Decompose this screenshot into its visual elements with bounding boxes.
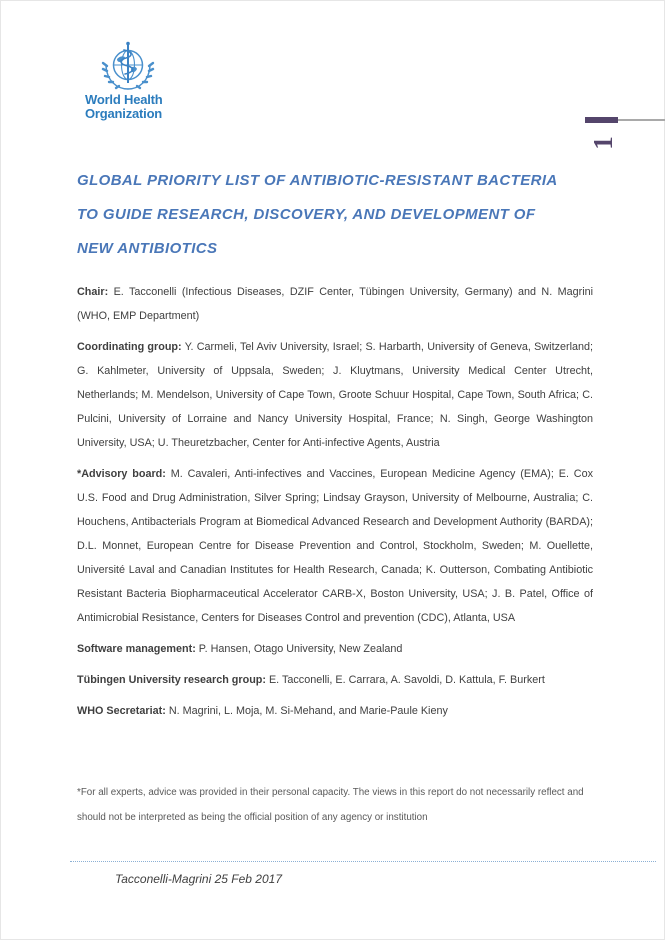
paragraph-text: M. Cavaleri, Anti-infectives and Vaccines, European Medicine Agency (EMA); E. Cox U.S. Food and Drug Administration, Silver Spring; Lindsay Grayson, University of Melbourne, Australia; C. Houchens, Antibacterials Program at Biomedical Advanced Research and Development Authority (BARDA); D.L. Monnet, European Centre for Disease Prevention and Control, Stockholm, Sweden; M. Ouellette, Université Laval and Canadian Institutes for Health Research, Canada; K. Outterson, Combating Antibiotic Resistant Bacteria Biopharmaceutical Accelerator CARB-X, Boston University, USA; J. B. Patel, Office of Antimicrobial Resistance, Centers for Diseases Control and prevention (CDC), Atlanta, USA [77, 468, 594, 624]
logo-org-name-line1: World Health [85, 92, 163, 107]
paragraph-label: *Advisory board: [77, 468, 166, 480]
who-logo [85, 40, 175, 121]
paragraph-who-secretariat [77, 699, 593, 723]
paragraph-chair [77, 280, 593, 328]
paragraph-label: Coordinating group: [77, 341, 182, 353]
title-line-2: TO GUIDE RESEARCH, DISCOVERY, AND DEVELOPMENT OF [77, 206, 536, 223]
page-number-banner [585, 117, 665, 158]
page-number: 1 [588, 136, 618, 150]
paragraph-coordinating-group [77, 335, 593, 455]
document-body [77, 280, 593, 730]
paragraph-advisory-board [77, 462, 593, 630]
rule-accent-segment [585, 117, 618, 123]
paragraph-label: Software management: [77, 643, 196, 655]
paragraph-tubingen-research-group [77, 668, 593, 692]
title-line-1: GLOBAL PRIORITY LIST OF ANTIBIOTIC-RESISTANT BACTERIA [77, 172, 558, 189]
footnote: *For all experts, advice was provided in their personal capacity. The views in this report do not necessarily reflect and should not be interpreted as being the official position of any agency or institution [77, 787, 584, 823]
paragraph-text: E. Tacconelli (Infectious Diseases, DZIF Center, Tübingen University, Germany) and N. Magrini (WHO, EMP Department) [77, 286, 594, 322]
paragraph-label: WHO Secretariat: [77, 705, 166, 717]
paragraph-label: Tübingen University research group: [77, 674, 266, 686]
document-title [77, 164, 617, 266]
paragraph-label: Chair: [77, 286, 109, 298]
paragraph-text: N. Magrini, L. Moja, M. Si-Mehand, and Marie-Paule Kieny [168, 705, 448, 717]
rule-thin-segment [618, 119, 665, 121]
paragraph-text: E. Tacconelli, E. Carrara, A. Savoldi, D. Kattula, F. Burkert [268, 674, 545, 686]
paragraph-software-management [77, 637, 593, 661]
title-line-3: NEW ANTIBIOTICS [77, 240, 218, 257]
who-emblem-icon [98, 40, 158, 92]
page-number-rule [585, 117, 665, 123]
paragraph-text: Y. Carmeli, Tel Aviv University, Israel; S. Harbarth, University of Geneva, Switzerland; G. Kahlmeter, University of Uppsala, Sweden; J. Kluytmans, University Medical Center Utrecht, Netherlands; M. Mendelson, University of Cape Town, Groote Schuur Hospital, Cape Town, South Africa; C. Pulcini, University of Lorraine and Nancy University Hospital, France; N. Singh, George Washington University, USA; U. Theuretzbacher, Center for Anti-infective Agents, Austria [77, 341, 593, 449]
paragraph-text: P. Hansen, Otago University, New Zealand [198, 643, 403, 655]
footer-citation: Tacconelli-Magrini 25 Feb 2017 [115, 872, 282, 886]
logo-org-name-line2: Organization [85, 106, 163, 121]
footer-rule [70, 861, 656, 862]
